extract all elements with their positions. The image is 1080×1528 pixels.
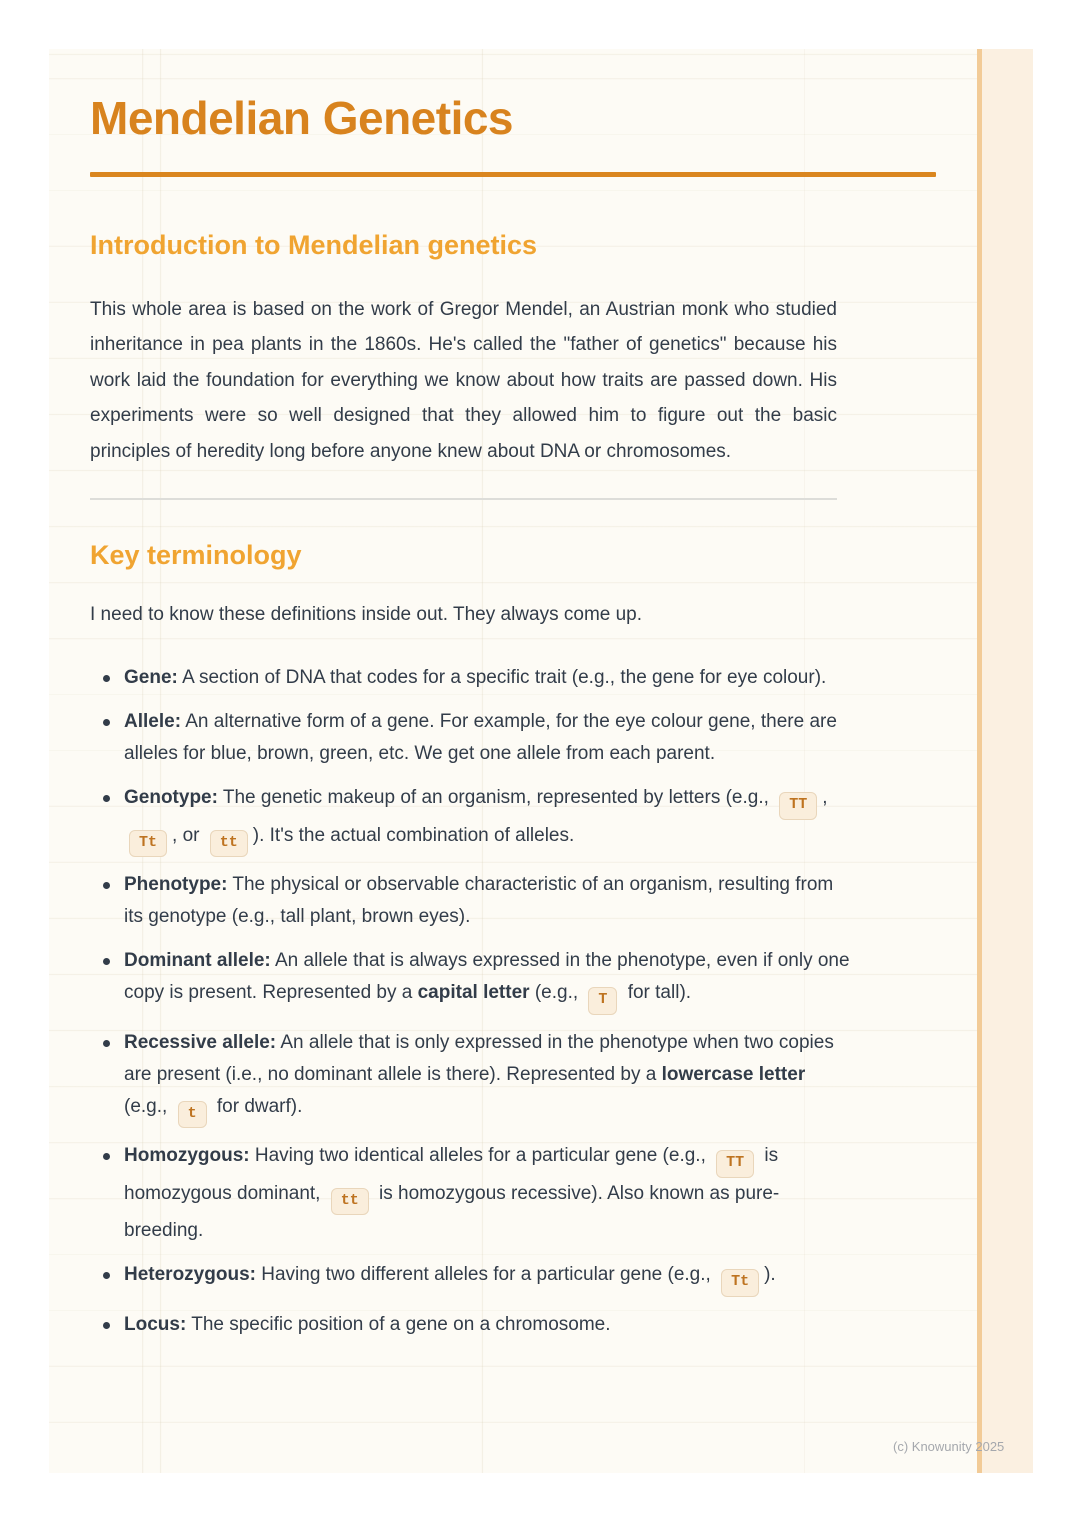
term-bold-text: Genotype:: [124, 787, 218, 809]
section-introduction: [90, 229, 941, 469]
allele-code-badge: TT: [716, 1150, 754, 1178]
term-list-item: [90, 1259, 852, 1297]
page-content: [49, 49, 941, 1341]
term-list-item: [90, 869, 852, 933]
section-heading-introduction: Introduction to Mendelian genetics: [90, 230, 538, 261]
term-bold-text: Locus:: [124, 1313, 187, 1335]
allele-code-badge: TT: [779, 792, 817, 820]
term-text: An alternative form of a gene. For example, for the eye colour gene, there are alleles for blue, brown, green, etc. We get one allele from each parent.: [124, 711, 837, 765]
term-text: A section of DNA that codes for a specific trait (e.g., the gene for eye colour).: [177, 667, 827, 689]
term-text: Having two identical alleles for a particular gene (e.g.,: [249, 1145, 712, 1167]
term-list-item: [90, 945, 852, 1015]
section-terminology: [90, 539, 941, 1340]
term-text: The physical or observable characteristic of an organism, resulting from its genotype (e.g., tall plant, brown eyes).: [124, 874, 834, 928]
term-text: (e.g.,: [124, 1095, 173, 1117]
term-text: ,: [822, 787, 828, 809]
term-list-item: [90, 1140, 852, 1247]
term-text: ). It's the actual combination of alleles.: [252, 824, 575, 846]
term-list-item: [90, 706, 852, 770]
term-text: The specific position of a gene on a chromosome.: [186, 1313, 611, 1335]
term-text: for dwarf).: [211, 1095, 303, 1117]
term-list-item: [90, 1027, 852, 1129]
section-heading-terminology: Key terminology: [90, 540, 302, 571]
term-bold-text: Phenotype:: [124, 874, 228, 896]
term-text: is homozygous recessive). Also known as pure-breeding.: [124, 1182, 780, 1242]
allele-code-badge: tt: [331, 1188, 369, 1216]
term-list-item: [90, 782, 852, 857]
terminology-intro: I need to know these definitions inside out. They always come up.: [90, 604, 643, 626]
term-text: An allele that is only expressed in the phenotype when two copies are present (i.e., no dominant allele is there). Represented by a: [124, 1031, 834, 1085]
copyright-watermark: (c) Knowunity 2025: [893, 1439, 1005, 1454]
term-list-item: [90, 1309, 852, 1341]
page-title: Mendelian Genetics: [90, 92, 514, 144]
term-text: , or: [172, 824, 205, 846]
term-list-item: [90, 662, 852, 694]
term-bold-text: Allele:: [124, 711, 182, 733]
title-divider-rule: [90, 172, 936, 177]
term-text: Having two different alleles for a particular gene (e.g.,: [255, 1264, 717, 1286]
term-bold-text: Gene:: [124, 667, 178, 689]
allele-code-badge: tt: [210, 830, 248, 858]
term-text: ).: [764, 1264, 776, 1286]
term-bold-text: Homozygous:: [124, 1145, 250, 1167]
term-text: (e.g.,: [529, 982, 584, 1004]
notebook-margin-strip: [982, 49, 1033, 1473]
term-bold-text: Dominant allele:: [124, 950, 271, 972]
term-bold-text: lowercase letter: [661, 1063, 806, 1085]
terminology-list: [90, 662, 852, 1341]
term-bold-text: Recessive allele:: [124, 1031, 277, 1053]
allele-code-badge: t: [178, 1101, 207, 1129]
allele-code-badge: Tt: [129, 830, 167, 858]
term-text: is homozygous dominant,: [124, 1145, 779, 1204]
term-text: for tall).: [622, 982, 692, 1004]
notes-page: [49, 49, 1033, 1473]
intro-paragraph: This whole area is based on the work of Gregor Mendel, an Austrian monk who studied inheritance in pea plants in the 1860s. He's called the "father of genetics" because his work laid the foundation for everything we know about how traits are passed down. His experiments were so well designed that they allowed him to figure out the basic principles of heredity long before anyone knew about DNA or chromosomes.: [90, 298, 837, 462]
term-bold-text: Heterozygous:: [124, 1264, 256, 1286]
term-bold-text: capital letter: [417, 982, 530, 1004]
term-text: An allele that is always expressed in the phenotype, even if only one copy is present. Represented by a: [124, 950, 850, 1004]
allele-code-badge: T: [588, 987, 617, 1015]
allele-code-badge: Tt: [721, 1269, 759, 1297]
section-divider: [90, 498, 837, 500]
term-text: The genetic makeup of an organism, represented by letters (e.g.,: [217, 787, 775, 809]
